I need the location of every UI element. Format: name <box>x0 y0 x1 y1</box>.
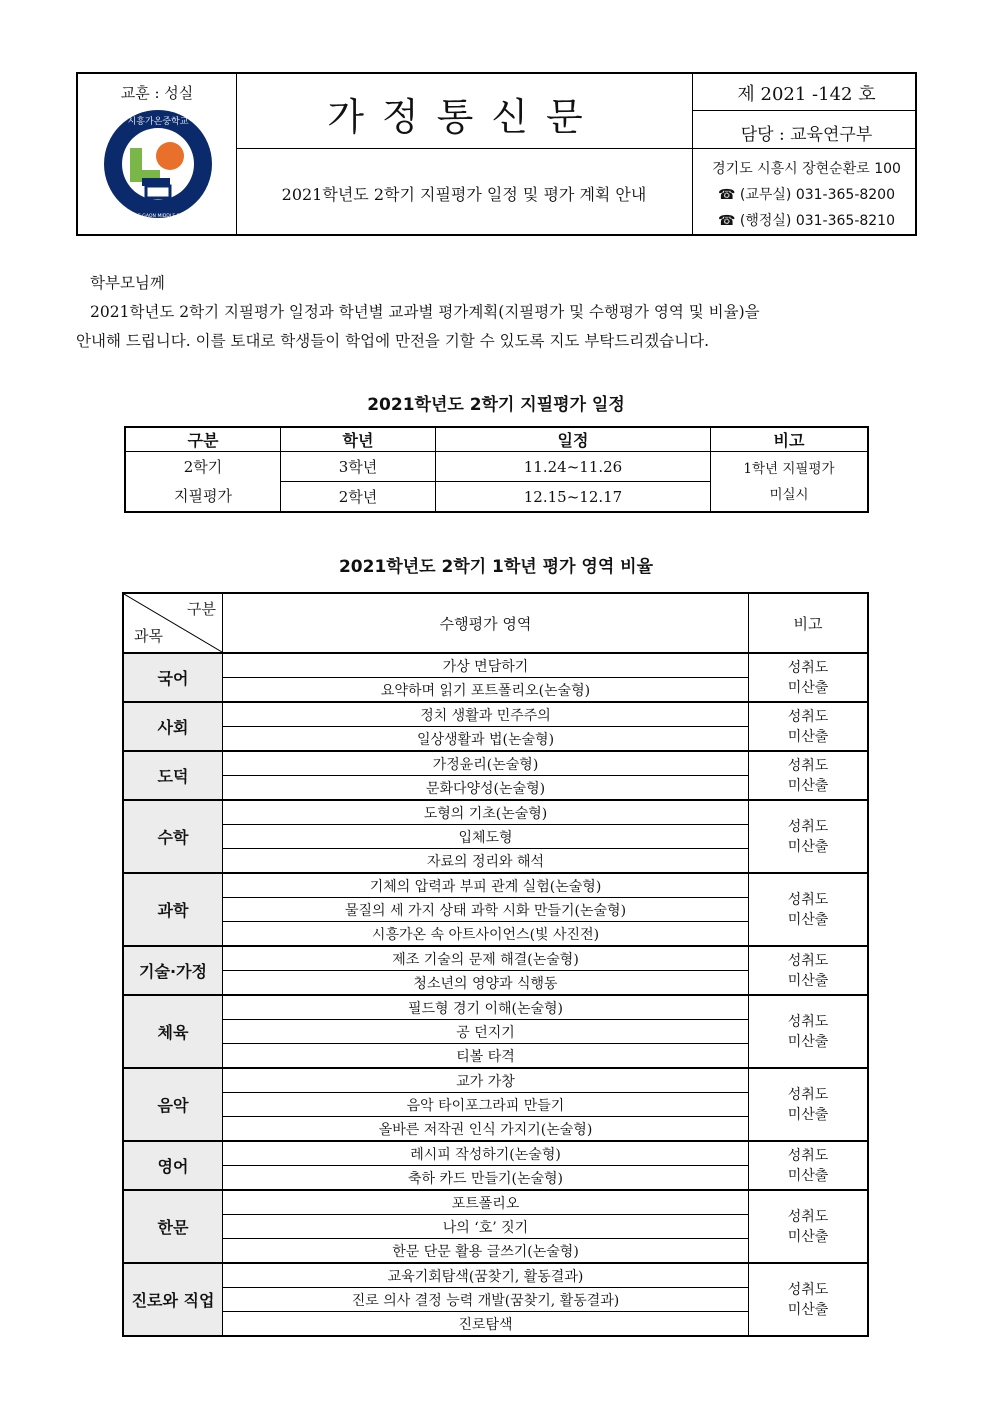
performance-item: 물질의 세 가지 상태 과학 시화 만들기(논술형) <box>223 898 749 922</box>
page-title: 가정통신문 <box>327 95 601 139</box>
subject-note: 성취도 미산출 <box>749 653 869 702</box>
subject-note: 성취도 미산출 <box>749 751 869 800</box>
schedule-date: 11.24~11.26 <box>436 452 711 482</box>
subject-note: 성취도 미산출 <box>749 1068 869 1141</box>
schedule-header-date: 일정 <box>436 427 711 452</box>
performance-item: 진로탐색 <box>223 1312 749 1337</box>
table-row <box>123 702 868 727</box>
performance-item: 한문 단문 활용 글쓰기(논술형) <box>223 1239 749 1264</box>
subject-name: 기술·가정 <box>123 946 223 995</box>
schedule-table <box>124 426 869 513</box>
performance-item: 필드형 경기 이해(논술형) <box>223 995 749 1020</box>
performance-item: 레시피 작성하기(논술형) <box>223 1141 749 1166</box>
table-row <box>123 1263 868 1288</box>
table-row <box>123 653 868 678</box>
performance-item: 가정윤리(논술형) <box>223 751 749 776</box>
table-row <box>125 452 868 482</box>
school-motto: 교훈 : 성실 <box>120 84 194 102</box>
performance-item: 시흥가온 속 아트사이언스(빛 사진전) <box>223 922 749 947</box>
table-row <box>123 800 868 825</box>
department: 담당 : 교육연구부 <box>740 125 873 145</box>
table-row <box>123 946 868 971</box>
subject-name: 과학 <box>123 873 223 946</box>
ratio-table <box>122 592 869 1337</box>
performance-item: 기체의 압력과 부피 관계 실험(논술형) <box>223 873 749 898</box>
table-row <box>123 751 868 776</box>
performance-item: 음악 타이포그라피 만들기 <box>223 1093 749 1117</box>
subject-name: 도덕 <box>123 751 223 800</box>
schedule-grade: 3학년 <box>281 452 436 482</box>
subject-note: 성취도 미산출 <box>749 1190 869 1263</box>
table-row <box>123 1068 868 1093</box>
schedule-category: 2학기 지필평가 <box>125 452 281 513</box>
svg-text:SIHEUNG GAON MIDDLE SCHOOL: SIHEUNG GAON MIDDLE SCHOOL <box>119 214 197 219</box>
schedule-title: 2021학년도 2학기 지필평가 일정 <box>367 395 625 415</box>
subject-name: 음악 <box>123 1068 223 1141</box>
ratio-title: 2021학년도 2학기 1학년 평가 영역 비율 <box>338 557 654 577</box>
performance-item: 일상생활과 법(논술형) <box>223 727 749 752</box>
subject-note: 성취도 미산출 <box>749 1141 869 1190</box>
svg-text:2021: 2021 <box>149 202 167 210</box>
svg-text:시흥가온중학교: 시흥가온중학교 <box>127 117 189 127</box>
schedule-note: 1학년 지필평가 미실시 <box>711 452 869 513</box>
performance-item: 공 던지기 <box>223 1020 749 1044</box>
table-corner-cell: 구분 과목 <box>123 593 223 653</box>
school-address: 경기도 시흥시 장현순환로 100 <box>712 161 901 177</box>
subject-name: 영어 <box>123 1141 223 1190</box>
performance-item: 문화다양성(논술형) <box>223 776 749 801</box>
table-row <box>123 1190 868 1215</box>
header-note: 비고 <box>749 593 869 653</box>
phone-admin: ☎ (행정실) 031-365-8210 <box>717 213 895 229</box>
table-row <box>123 995 868 1020</box>
schedule-header-note: 비고 <box>711 427 869 452</box>
phone-office: ☎ (교무실) 031-365-8200 <box>717 187 895 203</box>
subject-name: 진로와 직업 <box>123 1263 223 1336</box>
subject-note: 성취도 미산출 <box>749 800 869 873</box>
issue-number: 제 2021 -142 호 <box>737 84 876 105</box>
performance-item: 축하 카드 만들기(논술형) <box>223 1166 749 1191</box>
schedule-header-category: 구분 <box>125 427 281 452</box>
table-row <box>123 1141 868 1166</box>
performance-item: 정치 생활과 민주주의 <box>223 702 749 727</box>
subject-note: 성취도 미산출 <box>749 873 869 946</box>
subject-name: 국어 <box>123 653 223 702</box>
subject-name: 수학 <box>123 800 223 873</box>
performance-item: 교육기회탐색(꿈찾기, 활동결과) <box>223 1263 749 1288</box>
subject-name: 체육 <box>123 995 223 1068</box>
schedule-header-grade: 학년 <box>281 427 436 452</box>
performance-item: 도형의 기초(논술형) <box>223 800 749 825</box>
performance-item: 입체도형 <box>223 825 749 849</box>
performance-item: 포트폴리오 <box>223 1190 749 1215</box>
greeting: 학부모님께 <box>90 274 165 292</box>
subject-name: 사회 <box>123 702 223 751</box>
subject-note: 성취도 미산출 <box>749 702 869 751</box>
performance-item: 올바른 저작권 인식 가지기(논술형) <box>223 1117 749 1142</box>
performance-item: 티볼 타격 <box>223 1044 749 1069</box>
subject-note: 성취도 미산출 <box>749 1263 869 1336</box>
table-row <box>123 873 868 898</box>
page-subtitle: 2021학년도 2학기 지필평가 일정 및 평가 계획 안내 <box>281 185 647 204</box>
performance-item: 요약하며 읽기 포트폴리오(논술형) <box>223 678 749 703</box>
intro-line-2: 안내해 드립니다. 이를 토대로 학생들이 학업에 만전을 기할 수 있도록 지도 부탁드리겠습니다. <box>76 332 710 350</box>
performance-item: 자료의 정리와 해석 <box>223 849 749 874</box>
school-logo-icon <box>102 108 214 220</box>
performance-item: 진로 의사 결정 능력 개발(꿈찾기, 활동결과) <box>223 1288 749 1312</box>
performance-item: 청소년의 영양과 식행동 <box>223 971 749 996</box>
schedule-grade: 2학년 <box>281 482 436 513</box>
subject-note: 성취도 미산출 <box>749 995 869 1068</box>
performance-item: 교가 가창 <box>223 1068 749 1093</box>
subject-note: 성취도 미산출 <box>749 946 869 995</box>
subject-name: 한문 <box>123 1190 223 1263</box>
schedule-date: 12.15~12.17 <box>436 482 711 513</box>
performance-item: 가상 면담하기 <box>223 653 749 678</box>
performance-item: 제조 기술의 문제 해결(논술형) <box>223 946 749 971</box>
intro-line-1: 2021학년도 2학기 지필평가 일정과 학년별 교과별 평가계획(지필평가 및 수행평가 영역 및 비율)을 <box>90 303 760 321</box>
newsletter-header <box>76 72 917 236</box>
header-performance-area: 수행평가 영역 <box>223 593 749 653</box>
performance-item: 나의 ‘호’ 짓기 <box>223 1215 749 1239</box>
